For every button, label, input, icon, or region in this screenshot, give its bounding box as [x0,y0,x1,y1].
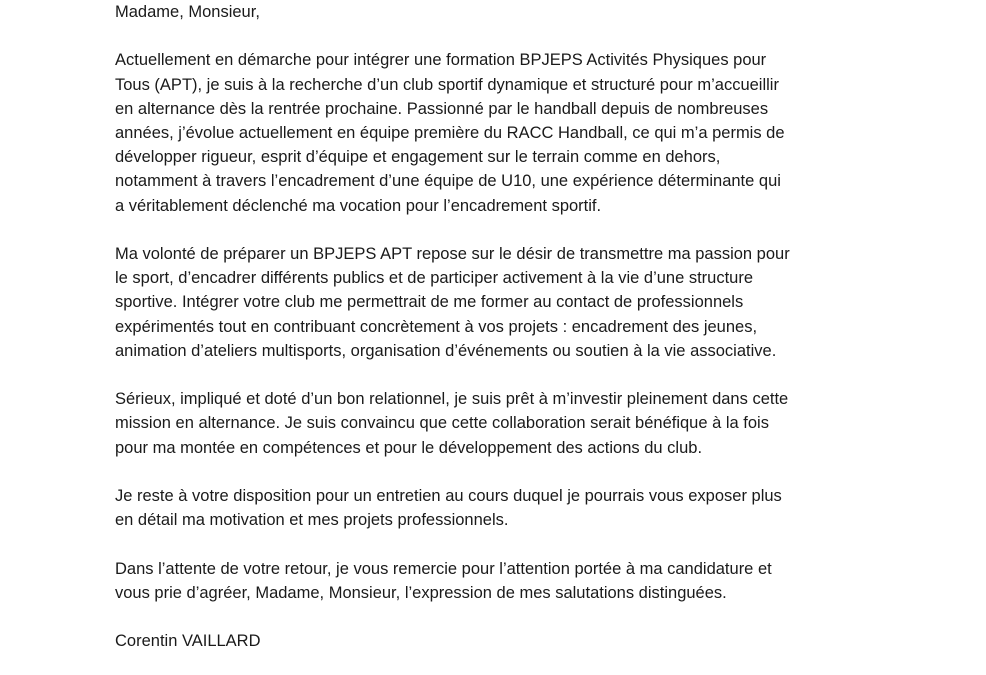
text-line: expérimentés tout en contribuant concrètement à vos projets : encadrement des jeunes, [115,317,758,336]
paragraph-availability [115,484,975,532]
paragraph-spacer [115,532,975,556]
paragraph-motivation [115,242,975,363]
text-line: sportive. Intégrer votre club me permettrait de me former au contact de professionnels [115,293,744,312]
text-line: a véritablement déclenché ma vocation pour l’encadrement sportif. [115,196,602,215]
text-line: mission en alternance. Je suis convaincu que cette collaboration serait bénéfique à la fois [115,414,769,433]
text-line: vous prie d’agréer, Madame, Monsieur, l’expression de mes salutations distinguées. [115,583,727,602]
text-line: notamment à travers l’encadrement d’une équipe de U10, une expérience déterminante qui [115,172,781,191]
text-line: Je reste à votre disposition pour un entretien au cours duquel je pourrais vous exposer plus [115,487,782,505]
paragraph-spacer [115,218,975,242]
salutation-line: Madame, Monsieur, [115,3,260,21]
paragraph-spacer [115,363,975,387]
text-line: développer rigueur, esprit d’équipe et engagement sur le terrain comme en dehors, [115,148,721,167]
text-line: Sérieux, impliqué et doté d’un bon relationnel, je suis prêt à m’investir pleinement dans cette [115,390,789,409]
text-line: en détail ma motivation et mes projets professionnels. [115,511,509,530]
paragraph-spacer [115,460,975,484]
paragraph-qualities [115,387,975,460]
text-line: animation d’ateliers multisports, organisation d’événements ou soutien à la vie associative. [115,341,777,360]
paragraph-intro [115,48,975,217]
text-line: Dans l’attente de votre retour, je vous remercie pour l’attention portée à ma candidature et [115,559,772,578]
signature [115,629,975,653]
text-line: Ma volonté de préparer un BPJEPS APT repose sur le désir de transmettre ma passion pour [115,245,790,263]
text-line: Actuellement en démarche pour intégrer une formation BPJEPS Activités Physiques pour [115,51,767,70]
text-line: en alternance dès la rentrée prochaine. Passionné par le handball depuis de nombreuses [115,99,769,118]
paragraph-spacer [115,605,975,629]
text-line: années, j’évolue actuellement en équipe première du RACC Handball, ce qui m’a permis de [115,124,785,142]
signature-name: Corentin VAILLARD [115,632,261,651]
text-line: le sport, d’encadrer différents publics et de participer activement à la vie d’une structure [115,269,754,288]
salutation [115,0,975,24]
paragraph-spacer [115,24,975,48]
letter-body [115,0,975,653]
text-line: Tous (APT), je suis à la recherche d’un club sportif dynamique et structuré pour m’accueillir [115,75,779,94]
text-line: pour ma montée en compétences et pour le développement des actions du club. [115,438,703,457]
paragraph-closing [115,557,975,605]
